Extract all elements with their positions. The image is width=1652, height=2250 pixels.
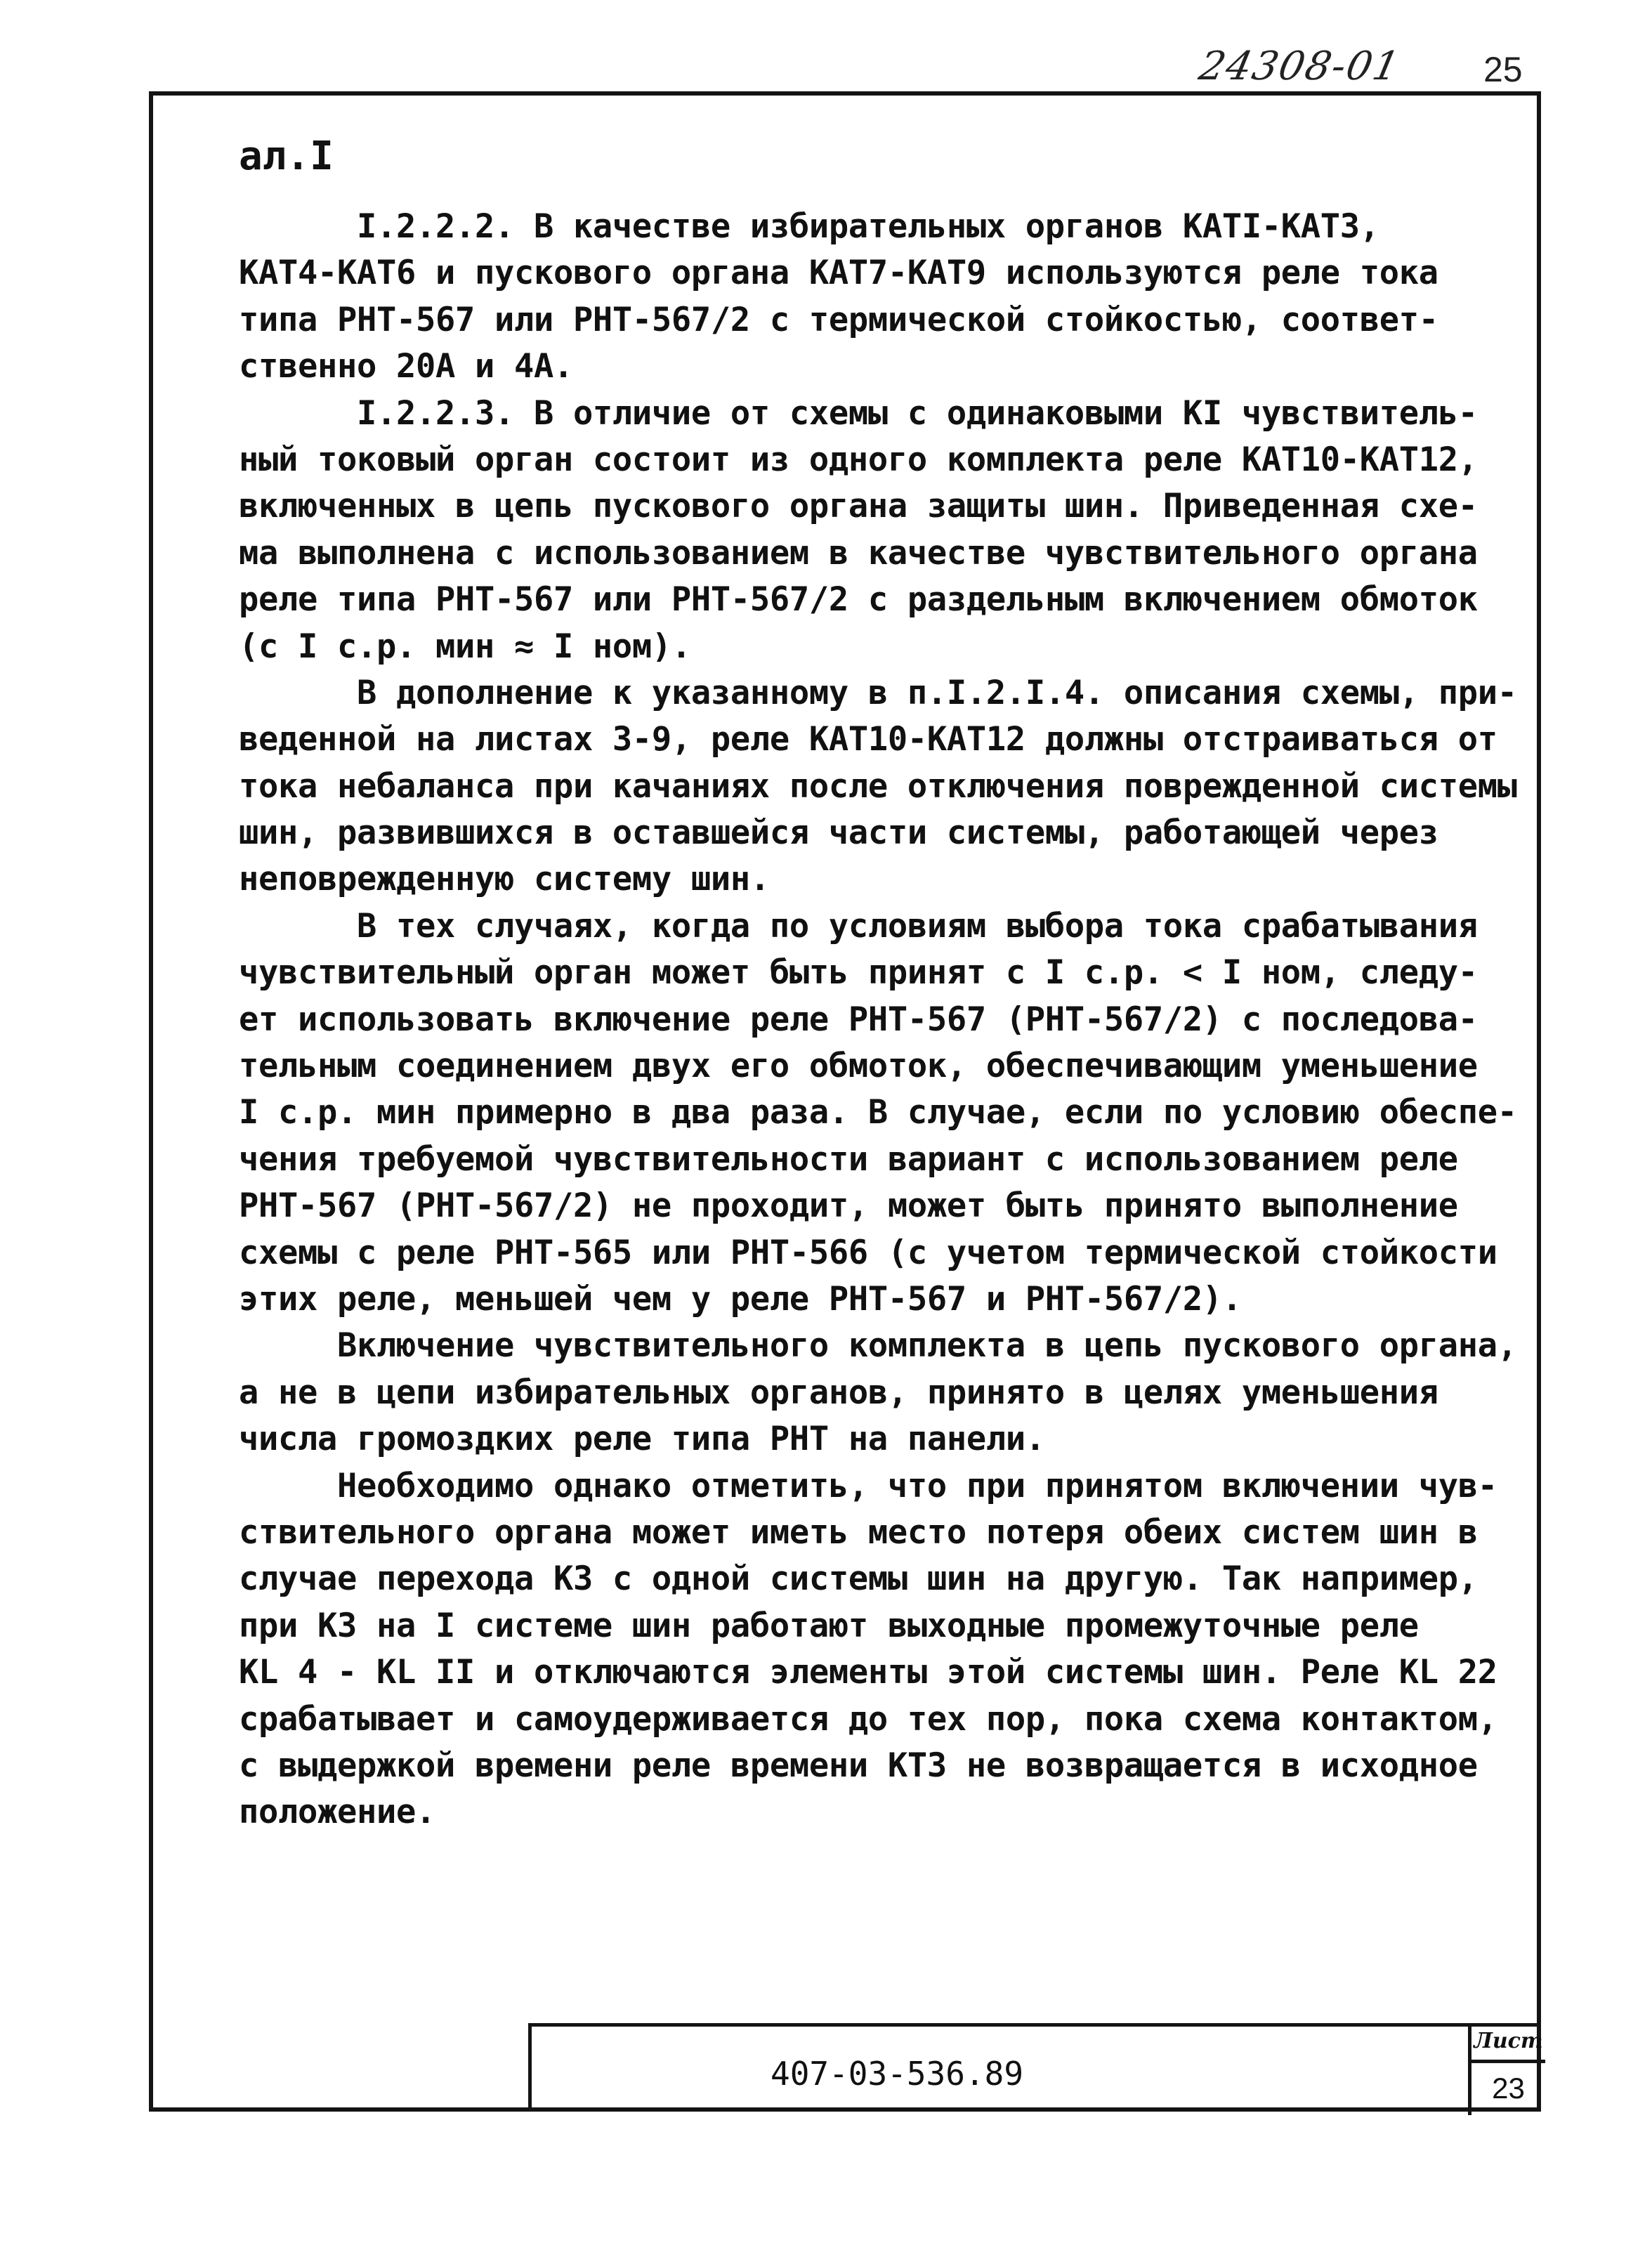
text-line: числа громоздких реле типа РНТ на панели. [239, 1420, 1045, 1459]
text-line: ственно 20А и 4А. [239, 347, 573, 386]
text-line: а не в цепи избирательных органов, принято в целях уменьшения [239, 1373, 1438, 1412]
text-line: ный токовый орган состоит из одного комплекта реле КАТ10-КАТ12, [239, 440, 1478, 479]
text-line: чения требуемой чувствительности вариант с использованием реле [239, 1139, 1458, 1179]
text-line: шин, развившихся в оставшейся части системы, работающей через [239, 813, 1438, 853]
text-line: веденной на листах 3-9, реле КАТ10-КАТ12 должны отстраиваться от [239, 720, 1497, 759]
text-line: Включение чувствительного комплекта в цепь пускового органа, [239, 1326, 1517, 1366]
text-line: положение. [239, 1793, 435, 1832]
text-line: ет использовать включение реле РНТ-567 (РНТ-567/2) с последова- [239, 1000, 1478, 1039]
text-line: I с.р. мин примерно в два раза. В случае, если по условию обеспе- [239, 1093, 1517, 1132]
text-line: В тех случаях, когда по условиям выбора тока срабатывания [239, 906, 1478, 946]
text-line: В дополнение к указанному в п.I.2.I.4. описания схемы, при- [239, 673, 1517, 712]
sheet-number: 23 [1492, 2072, 1525, 2105]
text-line: ствительного органа может иметь место потеря обеих систем шин в [239, 1512, 1478, 1552]
text-line: чувствительный орган может быть принят с I с.р. < I ном, следу- [239, 953, 1478, 993]
text-line: случае перехода КЗ с одной системы шин на другую. Так например, [239, 1559, 1478, 1599]
text-line: включенных в цепь пускового органа защиты шин. Приведенная схе- [239, 487, 1478, 526]
sheet-box [1468, 2023, 1545, 2115]
text-line: неповрежденную систему шин. [239, 860, 770, 899]
text-line: I.2.2.2. В качестве избирательных органов КАТI-КАТ3, [239, 207, 1379, 246]
text-line: схемы с реле РНТ-565 или РНТ-566 (с учетом термической стойкости [239, 1233, 1497, 1272]
page-number: 25 [1483, 50, 1523, 89]
text-line: тока небаланса при качаниях после отключения поврежденной системы [239, 766, 1517, 806]
sheet-header: Лист [1471, 2023, 1545, 2063]
text-line: с выдержкой времени реле времени КТ3 не возвращается в исходное [239, 1746, 1478, 1785]
text-line: KL 4 - KL II и отключаются элементы этой системы шин. Реле KL 22 [239, 1653, 1497, 1692]
document-code: 407-03-536.89 [771, 2055, 1024, 2093]
sheet-label: ал.I [239, 133, 334, 179]
text-line: I.2.2.3. В отличие от схемы с одинаковыми KI чувствитель- [239, 393, 1478, 433]
text-line: типа РНТ-567 или РНТ-567/2 с термической стойкостью, соответ- [239, 300, 1438, 339]
text-line: реле типа РНТ-567 или РНТ-567/2 с раздельным включением обмоток [239, 580, 1478, 620]
text-line: этих реле, меньшей чем у реле РНТ-567 и РНТ-567/2). [239, 1279, 1242, 1319]
text-line: срабатывает и самоудерживается до тех пор, пока схема контактом, [239, 1699, 1497, 1739]
text-line: Необходимо однако отметить, что при принятом включении чув- [239, 1466, 1497, 1505]
text-line: тельным соединением двух его обмоток, обеспечивающим уменьшение [239, 1047, 1478, 1086]
text-line: (с I с.р. мин ≈ I ном). [239, 627, 691, 666]
text-line: ма выполнена с использованием в качестве чувствительного органа [239, 533, 1478, 573]
handwritten-doc-number: 24308-01 [1195, 44, 1405, 89]
title-block [528, 2023, 1541, 2112]
text-line: при КЗ на I системе шин работают выходные промежуточные реле [239, 1606, 1419, 1645]
text-line: КАТ4-КАТ6 и пускового органа КАТ7-КАТ9 используются реле тока [239, 254, 1438, 293]
body-text [239, 204, 1517, 1836]
text-line: РНТ-567 (РНТ-567/2) не проходит, может быть принято выполнение [239, 1186, 1458, 1226]
